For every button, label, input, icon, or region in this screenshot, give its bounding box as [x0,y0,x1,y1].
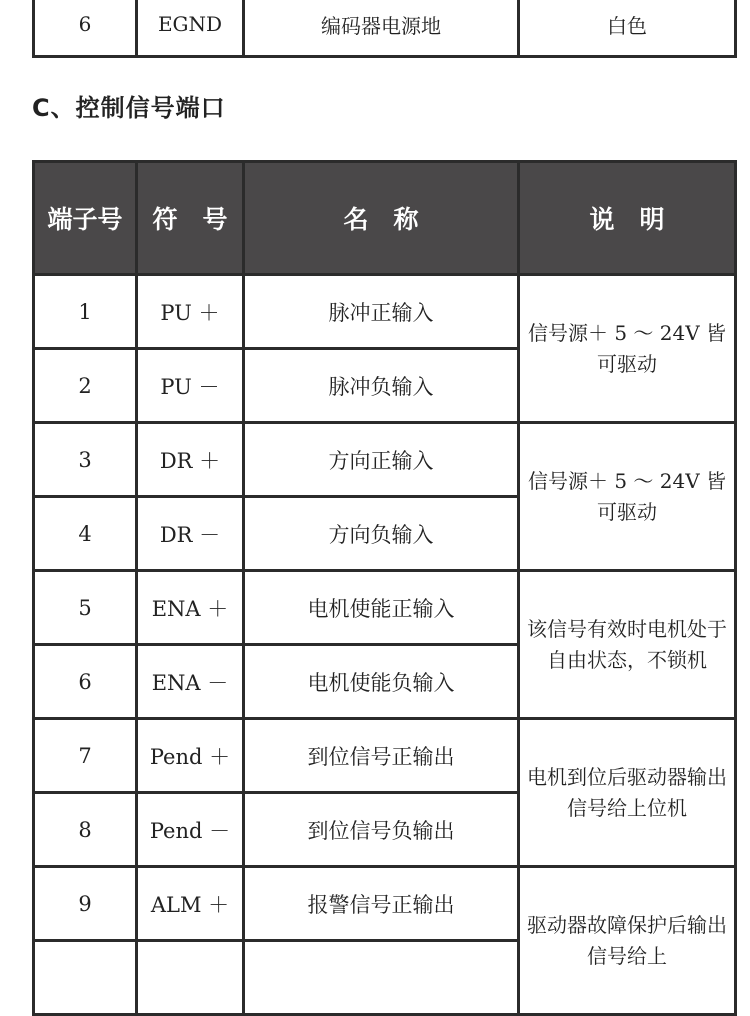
terminal-name: 方向正输入 [244,423,519,497]
section-heading: C、控制信号端口 [32,94,226,122]
terminal-symbol: ENA ＋ [137,571,244,645]
terminal-number [34,941,137,1015]
terminal-number: 8 [34,793,137,867]
terminal-number: 9 [34,867,137,941]
table-row [34,867,736,941]
terminal-name: 编码器电源地 [244,0,519,57]
table-row [34,275,736,349]
terminal-symbol: ENA － [137,645,244,719]
terminal-description: 白色 [519,0,736,57]
terminal-number: 1 [34,275,137,349]
table-row [34,423,736,497]
terminal-symbol: EGND [137,0,244,57]
terminal-name: 脉冲正输入 [244,275,519,349]
terminal-symbol: PU － [137,349,244,423]
terminal-description: 该信号有效时电机处于自由状态，不锁机 [519,571,736,719]
terminal-number: 2 [34,349,137,423]
table-row [34,571,736,645]
terminal-name: 到位信号负输出 [244,793,519,867]
terminal-name: 到位信号正输出 [244,719,519,793]
terminal-symbol: DR － [137,497,244,571]
terminal-number: 5 [34,571,137,645]
header-description: 说 明 [519,162,736,275]
terminal-name [244,941,519,1015]
terminal-number: 6 [34,645,137,719]
table-header-row [34,162,736,275]
control-signal-table [32,160,737,1016]
table-row [34,0,736,57]
header-terminal-number: 端子号 [34,162,137,275]
terminal-symbol: Pend － [137,793,244,867]
terminal-symbol: DR ＋ [137,423,244,497]
terminal-symbol [137,941,244,1015]
terminal-number: 6 [34,0,137,57]
encoder-table [32,0,737,58]
terminal-number: 7 [34,719,137,793]
terminal-description: 驱动器故障保护后输出信号给上 [519,867,736,1015]
terminal-name: 电机使能负输入 [244,645,519,719]
terminal-name: 报警信号正输出 [244,867,519,941]
terminal-number: 3 [34,423,137,497]
terminal-description: 信号源＋ 5 ～ 24V 皆可驱动 [519,275,736,423]
terminal-description: 信号源＋ 5 ～ 24V 皆可驱动 [519,423,736,571]
header-name: 名 称 [244,162,519,275]
terminal-number: 4 [34,497,137,571]
terminal-name: 脉冲负输入 [244,349,519,423]
terminal-description: 电机到位后驱动器输出信号给上位机 [519,719,736,867]
terminal-name: 电机使能正输入 [244,571,519,645]
table-row [34,719,736,793]
terminal-symbol: PU ＋ [137,275,244,349]
header-symbol: 符 号 [137,162,244,275]
terminal-symbol: ALM ＋ [137,867,244,941]
terminal-symbol: Pend ＋ [137,719,244,793]
terminal-name: 方向负输入 [244,497,519,571]
